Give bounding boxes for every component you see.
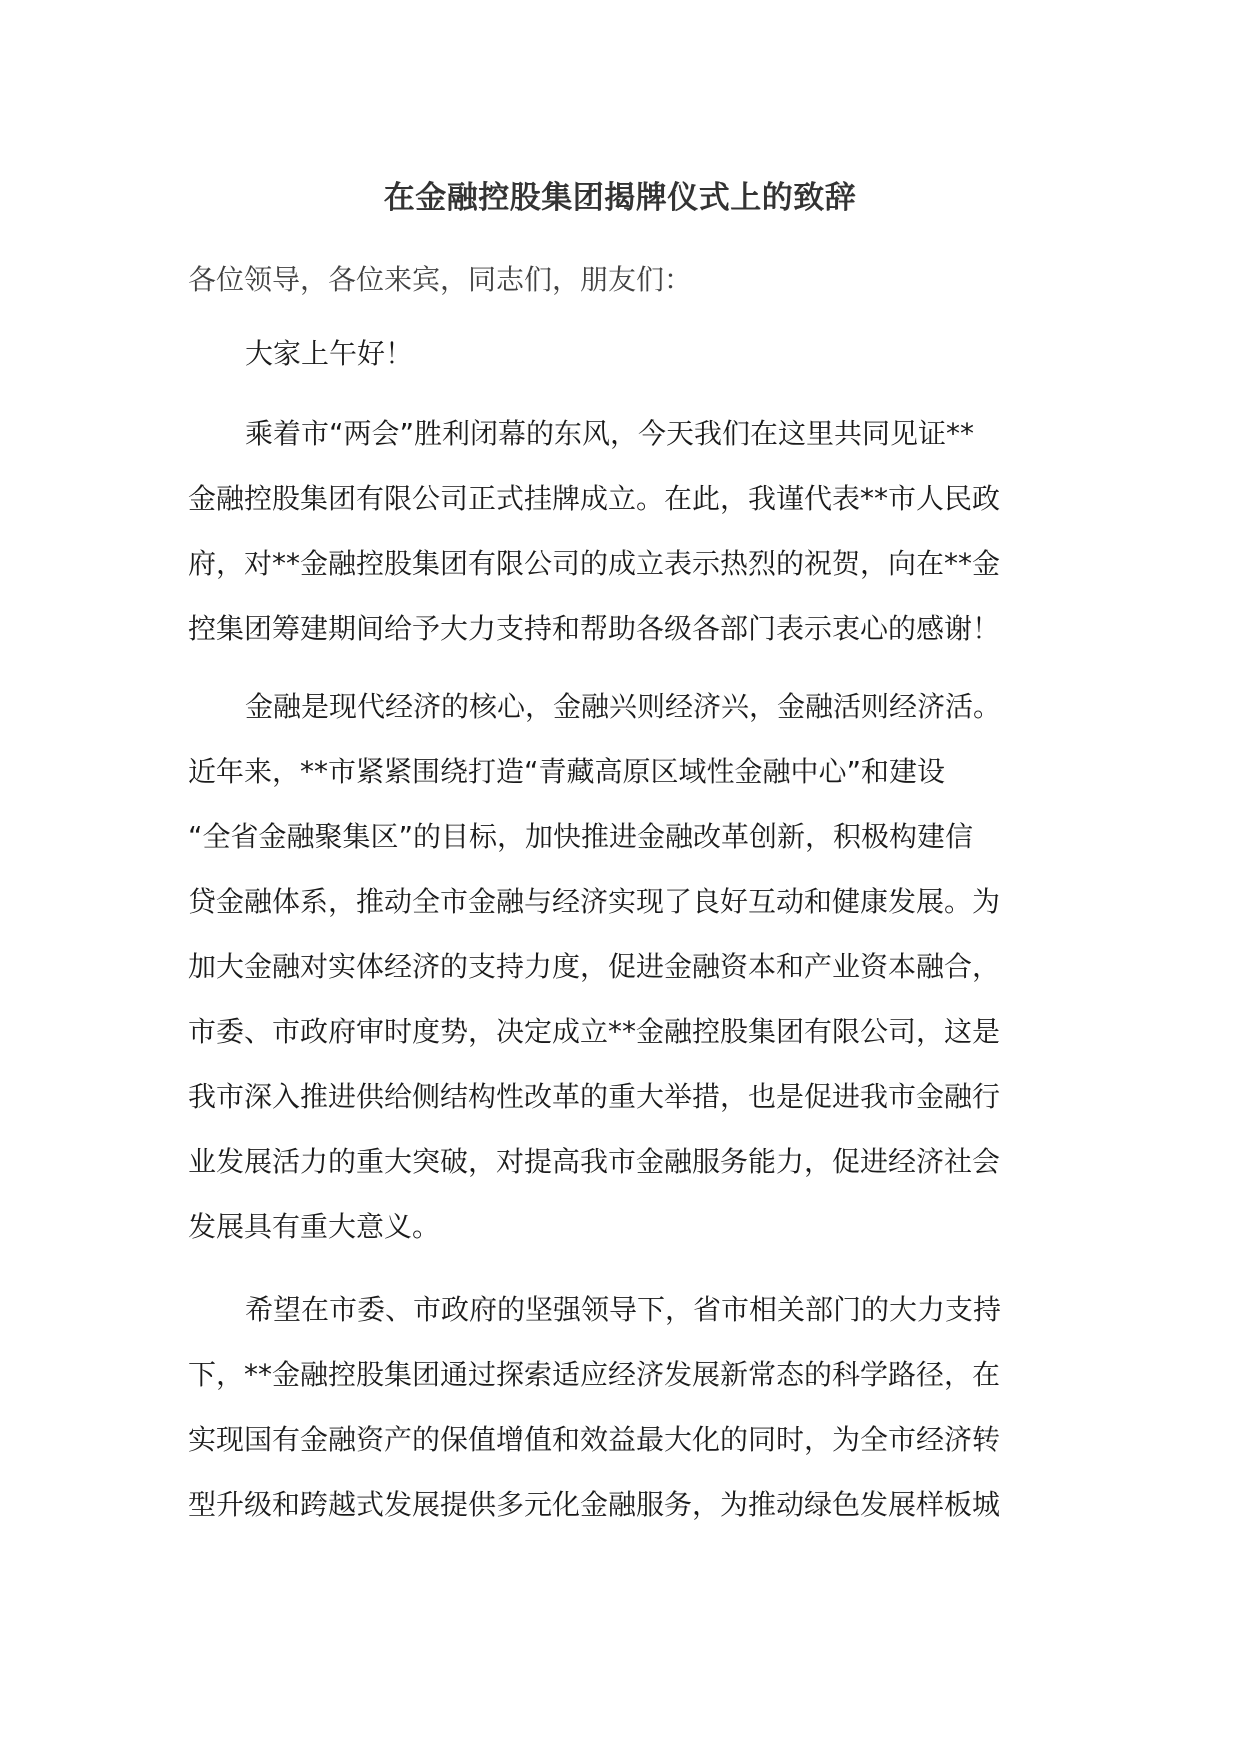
paragraph-line: 近年来，**市紧紧围绕打造“青藏高原区域性金融中心”和建设 <box>188 755 946 788</box>
greeting-line: 大家上午好！ <box>245 337 414 370</box>
paragraph-1 <box>188 401 1058 661</box>
paragraph-line: 控集团筹建期间给予大力支持和帮助各级各部门表示衷心的感谢！ <box>188 612 1001 645</box>
paragraph-3 <box>188 1277 1058 1537</box>
greeting-paragraph <box>188 321 1058 386</box>
document-title: 在金融控股集团揭牌仪式上的致辞 <box>383 180 857 216</box>
paragraph-line: 下，**金融控股集团通过探索适应经济发展新常态的科学路径，在 <box>188 1358 1001 1391</box>
paragraph-line: 市委、市政府审时度势，决定成立**金融控股集团有限公司，这是 <box>188 1015 1001 1048</box>
paragraph-line: 发展具有重大意义。 <box>188 1210 441 1243</box>
paragraph-line: 府，对**金融控股集团有限公司的成立表示热烈的祝贺，向在**金 <box>188 547 1001 580</box>
paragraph-line: 我市深入推进供给侧结构性改革的重大举措，也是促进我市金融行 <box>188 1080 1001 1113</box>
paragraph-line: 贷金融体系，推动全市金融与经济实现了良好互动和健康发展。为 <box>188 885 1001 918</box>
paragraph-line: 加大金融对实体经济的支持力度，促进金融资本和产业资本融合， <box>188 950 1001 983</box>
paragraph-line: 希望在市委、市政府的坚强领导下，省市相关部门的大力支持 <box>245 1293 1002 1326</box>
paragraph-line: 型升级和跨越式发展提供多元化金融服务，为推动绿色发展样板城 <box>188 1488 1001 1521</box>
paragraph-line: 实现国有金融资产的保值增值和效益最大化的同时，为全市经济转 <box>188 1423 1001 1456</box>
paragraph-line: 金融控股集团有限公司正式挂牌成立。在此，我谨代表**市人民政 <box>188 482 1001 515</box>
salutation: 各位领导，各位来宾，同志们，朋友们： <box>188 263 693 296</box>
paragraph-line: “全省金融聚集区”的目标，加快推进金融改革创新，积极构建信 <box>188 820 974 853</box>
paragraph-line: 金融是现代经济的核心，金融兴则经济兴，金融活则经济活。 <box>245 690 1002 723</box>
paragraph-line: 乘着市“两会”胜利闭幕的东风，今天我们在这里共同见证** <box>245 417 975 450</box>
paragraph-line: 业发展活力的重大突破，对提高我市金融服务能力，促进经济社会 <box>188 1145 1001 1178</box>
paragraph-2 <box>188 674 1058 1259</box>
